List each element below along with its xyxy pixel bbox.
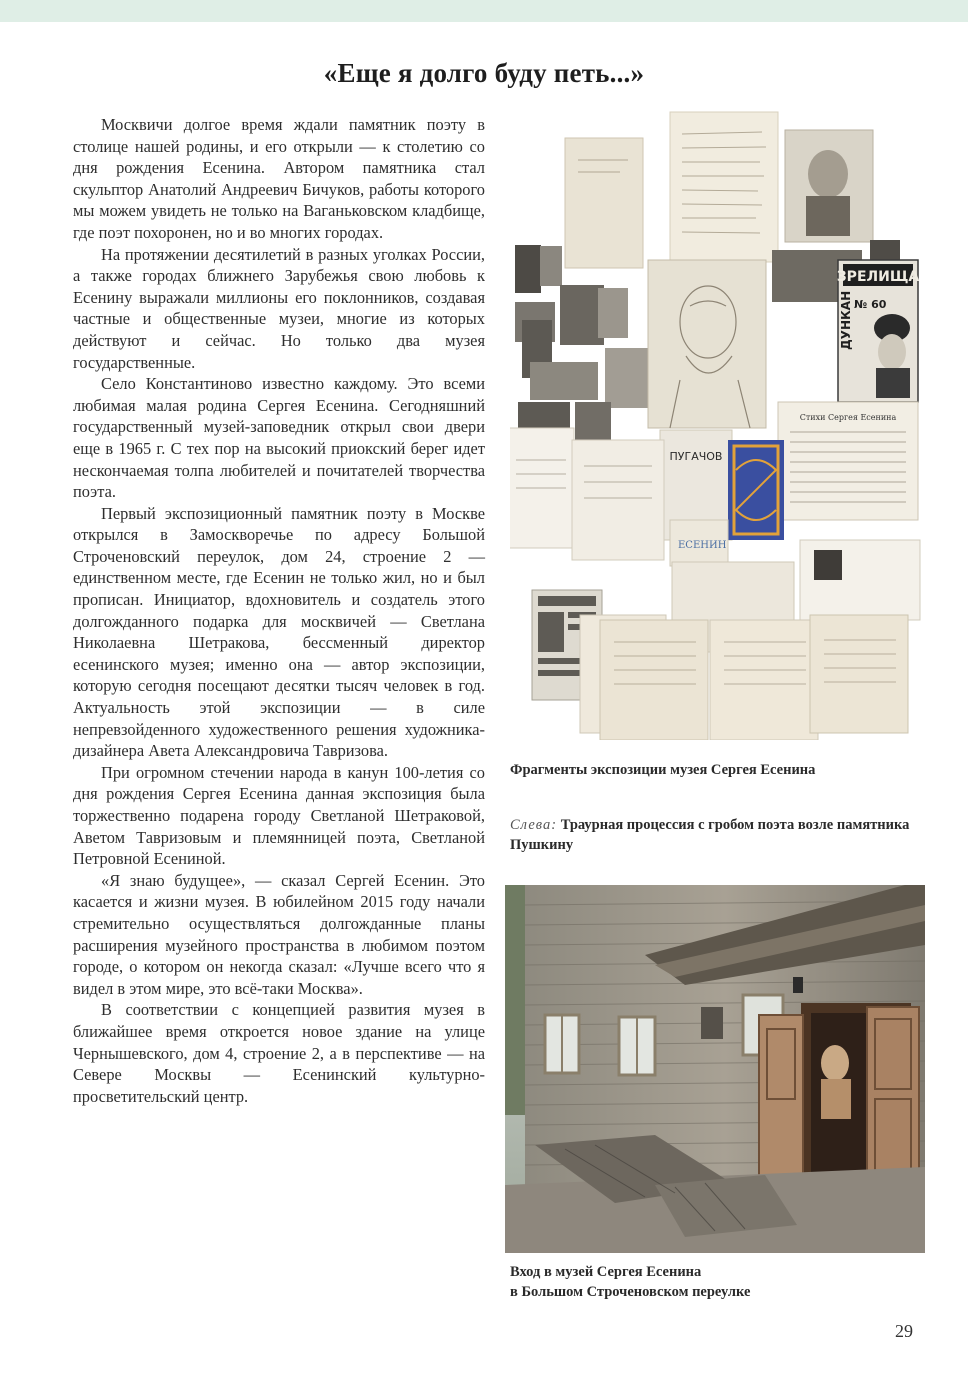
entrance-caption — [510, 1262, 920, 1302]
collage-illustration — [510, 110, 923, 740]
poster-side-text: ДУНКАН — [839, 290, 853, 350]
left-photo-caption — [510, 815, 920, 855]
left-photo-caption-text: Траурная процессия с гробом поэта возле памятника Пушкину — [510, 817, 910, 853]
sheet-header: Стихи Сергея Есенина — [799, 413, 897, 422]
collage-caption: Фрагменты экспозиции музея Сергея Есенина — [510, 762, 816, 778]
entrance-caption-line-1: Вход в музей Сергея Есенина — [510, 1264, 702, 1280]
paragraph-5: При огромном стечении народа в канун 100-летия со дня рождения Сергея Есенина данная экспозиция была торжественно подарена городу Светланой Шетраковой, Аветом Тавризовым и племянницей поэта, Светланой Петровной Есениной. — [73, 762, 485, 869]
poster-title: ЗРЕЛИЩА — [836, 269, 920, 285]
book-title: ПУГАЧОВ — [669, 450, 723, 463]
entrance-illustration — [505, 885, 925, 1253]
paragraph-4: Первый экспозиционный памятник поэту в Москве открылся в Замоскворечье по адресу Большой Строченовский переулок, дом 24, строение 2 — единственном месте, где Есенин не только жил, но и был прописан. Инициатор, вдохновитель и создатель этого долгожданного подарка для москвичей — Светлана Николаевна Шетракова, бессменный директор есенинского музея; именно она — автор экспозиции, которую сегодня посещают десятки тысяч человек в год. Актуальность этой экспозиции — в силе непревзойденного художественного решения художника-дизайнера Авета Александровича Тавризова. — [73, 503, 485, 761]
poster-number: № 60 — [854, 298, 887, 311]
left-photo-caption-lead: Слева: — [510, 817, 558, 833]
article-body — [73, 114, 485, 1107]
paragraph-3: Село Константиново известно каждому. Это всеми любимая малая родина Сергея Есенина. Сегодняшний государственный музей-заповедник открыл свои двери еще в 1965 г. С тех пор на высокий приокский берег идет нескончаемая толпа любителей и почитателей творчества поэта. — [73, 374, 485, 502]
paragraph-7: В соответствии с концепцией развития музея в ближайшее время откроется новое здание на улице Чернышевского, дом 4, строение 2, а в перспективе — на Севере Москвы — Есенинский культурно-просветительский центр. — [73, 1000, 485, 1106]
paragraph-2: На протяжении десятилетий в разных уголках России, а также городах ближнего Зарубежья свою любовь к Есенину выражали миллионы его поклонников, создавая частные и общественные музеи, многие из которых действуют и сейчас. Но только два музея государственные. — [73, 244, 485, 372]
paragraph-1: Москвичи долгое время ждали памятник поэту в столице нашей родины, и его открыли — к столетию со дня рождения Есенина. Автором памятника стал скульптор Анатолий Андреевич Бичуков, работы которого мы можем увидеть не только на Ваганьковском кладбище, где поэт похоронен, но и во многих городах. — [73, 115, 485, 242]
museum-entrance-photo — [505, 885, 925, 1253]
page-title: «Еще я долго буду петь...» — [323, 58, 645, 88]
card-signature: ЕСЕНИН — [678, 540, 727, 551]
top-color-band — [0, 0, 968, 22]
exhibit-collage-photo — [510, 110, 923, 740]
page-number: 29 — [895, 1321, 913, 1341]
paragraph-6: «Я знаю будущее», — сказал Сергей Есенин. Это касается и жизни музея. В юбилейном 2015 году начали стремительно осуществляться долгожданные планы расширения музейного пространства в любимом поэтом городе, о котором он некогда сказал: «Лучше всего что я видел в этом мире, это всё-таки Москва». — [73, 870, 485, 998]
entrance-caption-line-2: в Большом Строченовском переулке — [510, 1284, 751, 1300]
